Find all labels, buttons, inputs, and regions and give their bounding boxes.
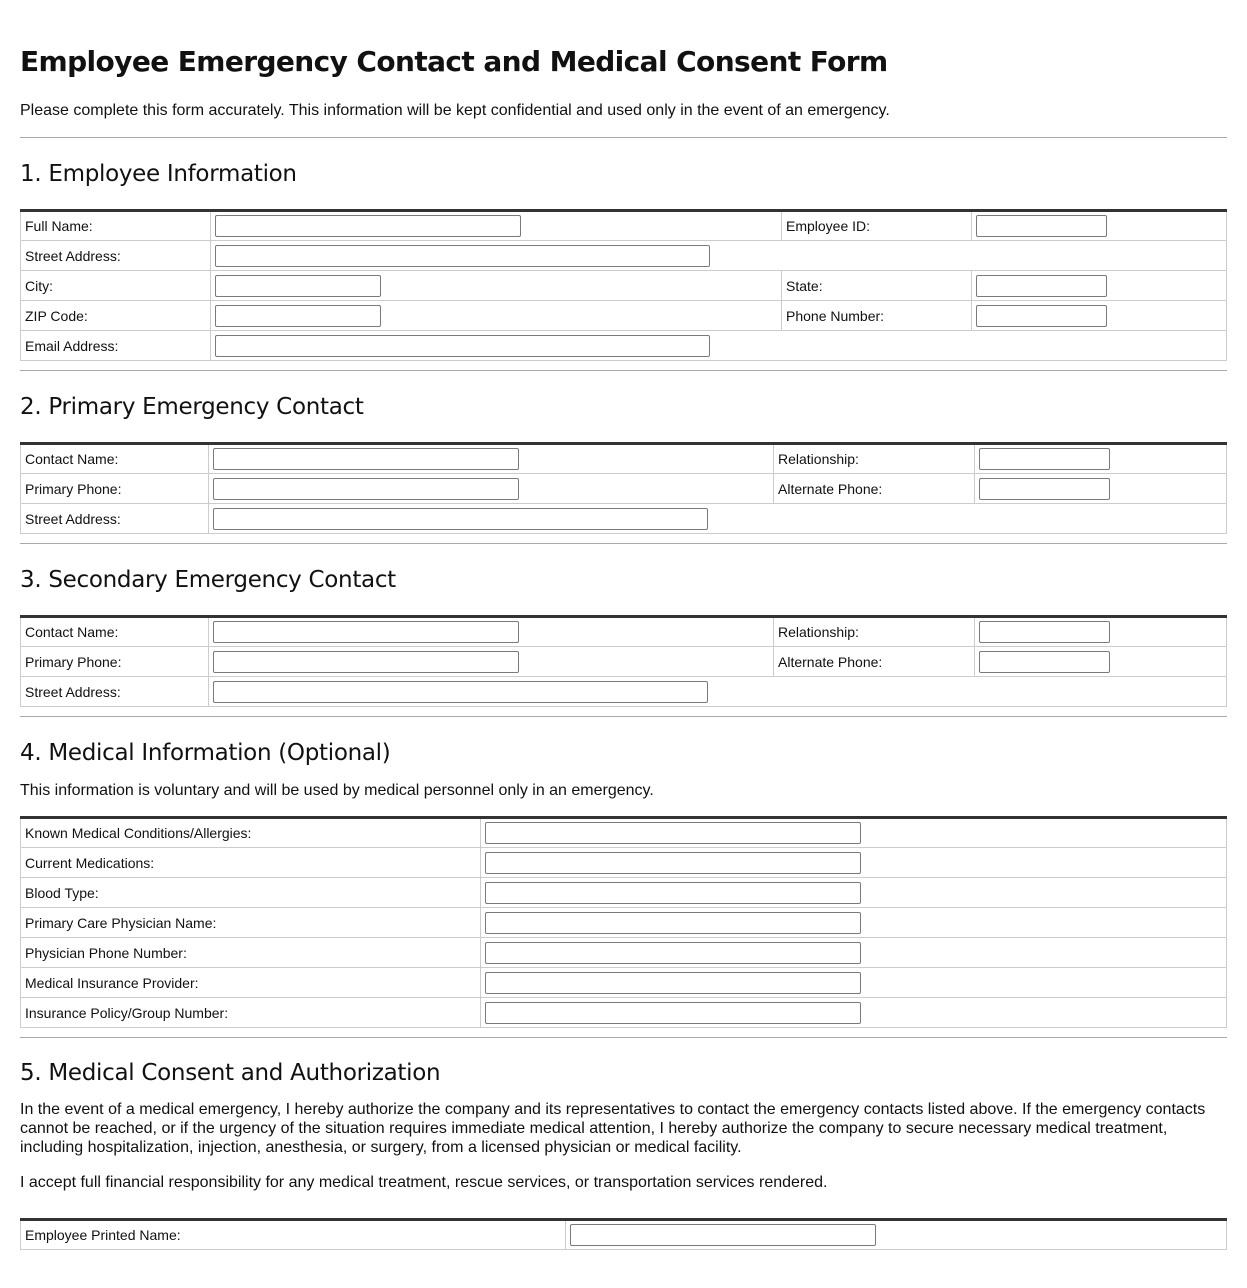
field-label: City: [21,271,211,301]
full-name-input[interactable] [215,215,521,237]
field-label: Contact Name: [21,617,209,647]
section-heading-medical-info: 4. Medical Information (Optional) [20,740,391,766]
secondary-contact-name-input[interactable] [213,621,519,643]
phone-number-input[interactable] [976,305,1107,327]
table-row [21,848,1227,878]
table-row [21,474,1227,504]
field-label: Street Address: [21,241,211,271]
primary-contact-name-input[interactable] [213,448,519,470]
field-label: Blood Type: [21,878,481,908]
table-row [21,617,1227,647]
current-medications-input[interactable] [485,852,861,874]
insurance-provider-input[interactable] [485,972,861,994]
field-label: Street Address: [21,677,209,707]
consent-paragraph: In the event of a medical emergency, I hereby authorize the company and its representatives to contact the emergency contacts listed above. If the emergency contacts cannot be reached, or if the urgency of the situation requires immediate medical attention, I hereby authorize the company to secure necessary medical treatment, including hospitalization, injection, anesthesia, or surgery, from a licensed physician or medical facility. [20,1101,1206,1156]
field-label: State: [782,271,972,301]
secondary-contact-table [20,615,1227,707]
email-address-input[interactable] [215,335,710,357]
primary-contact-alt-phone-input[interactable] [979,478,1110,500]
employee-id-input[interactable] [976,215,1107,237]
table-row [21,647,1227,677]
table-row [21,301,1227,331]
field-label: Full Name: [21,211,211,241]
field-label: Physician Phone Number: [21,938,481,968]
medical-info-note: This information is voluntary and will be used by medical personnel only in an emergency. [20,782,654,799]
physician-name-input[interactable] [485,912,861,934]
table-row [21,878,1227,908]
zip-code-input[interactable] [215,305,381,327]
field-label: Relationship: [774,444,975,474]
divider [20,543,1227,544]
primary-contact-phone-input[interactable] [213,478,519,500]
field-label: Phone Number: [782,301,972,331]
table-row [21,677,1227,707]
field-label: Primary Phone: [21,647,209,677]
signature-table [20,1218,1227,1250]
physician-phone-input[interactable] [485,942,861,964]
divider [20,1037,1227,1038]
field-label: Alternate Phone: [774,474,975,504]
field-label: Employee ID: [782,211,972,241]
secondary-contact-alt-phone-input[interactable] [979,651,1110,673]
intro-text: Please complete this form accurately. This information will be kept confidential and used only in the event of an emergency. [20,102,890,119]
section-heading-employee-info: 1. Employee Information [20,161,297,187]
field-label: ZIP Code: [21,301,211,331]
field-label: Current Medications: [21,848,481,878]
employee-street-address-input[interactable] [215,245,710,267]
field-label: Email Address: [21,331,211,361]
section-heading-primary-contact: 2. Primary Emergency Contact [20,394,364,420]
financial-responsibility-paragraph: I accept full financial responsibility for any medical treatment, rescue services, or transportation services rendered. [20,1174,828,1191]
medical-info-table [20,816,1227,1028]
divider [20,370,1227,371]
blood-type-input[interactable] [485,882,861,904]
table-row [21,998,1227,1028]
table-row [21,504,1227,534]
field-label: Medical Insurance Provider: [21,968,481,998]
state-input[interactable] [976,275,1107,297]
section-heading-secondary-contact: 3. Secondary Emergency Contact [20,567,396,593]
secondary-contact-phone-input[interactable] [213,651,519,673]
primary-contact-table [20,442,1227,534]
table-row [21,968,1227,998]
primary-contact-street-input[interactable] [213,508,708,530]
field-label: Known Medical Conditions/Allergies: [21,818,481,848]
insurance-policy-input[interactable] [485,1002,861,1024]
employee-printed-name-input[interactable] [570,1224,876,1246]
table-row [21,908,1227,938]
secondary-relationship-input[interactable] [979,621,1110,643]
employee-info-table [20,209,1227,361]
city-input[interactable] [215,275,381,297]
secondary-contact-street-input[interactable] [213,681,708,703]
divider [20,716,1227,717]
table-row [21,938,1227,968]
section-heading-consent: 5. Medical Consent and Authorization [20,1060,441,1086]
table-row [21,1220,1227,1250]
field-label: Employee Printed Name: [21,1220,566,1250]
field-label: Alternate Phone: [774,647,975,677]
table-row [21,818,1227,848]
field-label: Relationship: [774,617,975,647]
table-row [21,444,1227,474]
table-row [21,331,1227,361]
primary-relationship-input[interactable] [979,448,1110,470]
field-label: Primary Phone: [21,474,209,504]
page-title: Employee Emergency Contact and Medical Consent Form [20,45,888,78]
field-label: Primary Care Physician Name: [21,908,481,938]
medical-conditions-input[interactable] [485,822,861,844]
field-label: Contact Name: [21,444,209,474]
table-row [21,211,1227,241]
field-label: Street Address: [21,504,209,534]
field-label: Insurance Policy/Group Number: [21,998,481,1028]
table-row [21,241,1227,271]
table-row [21,271,1227,301]
divider [20,137,1227,138]
